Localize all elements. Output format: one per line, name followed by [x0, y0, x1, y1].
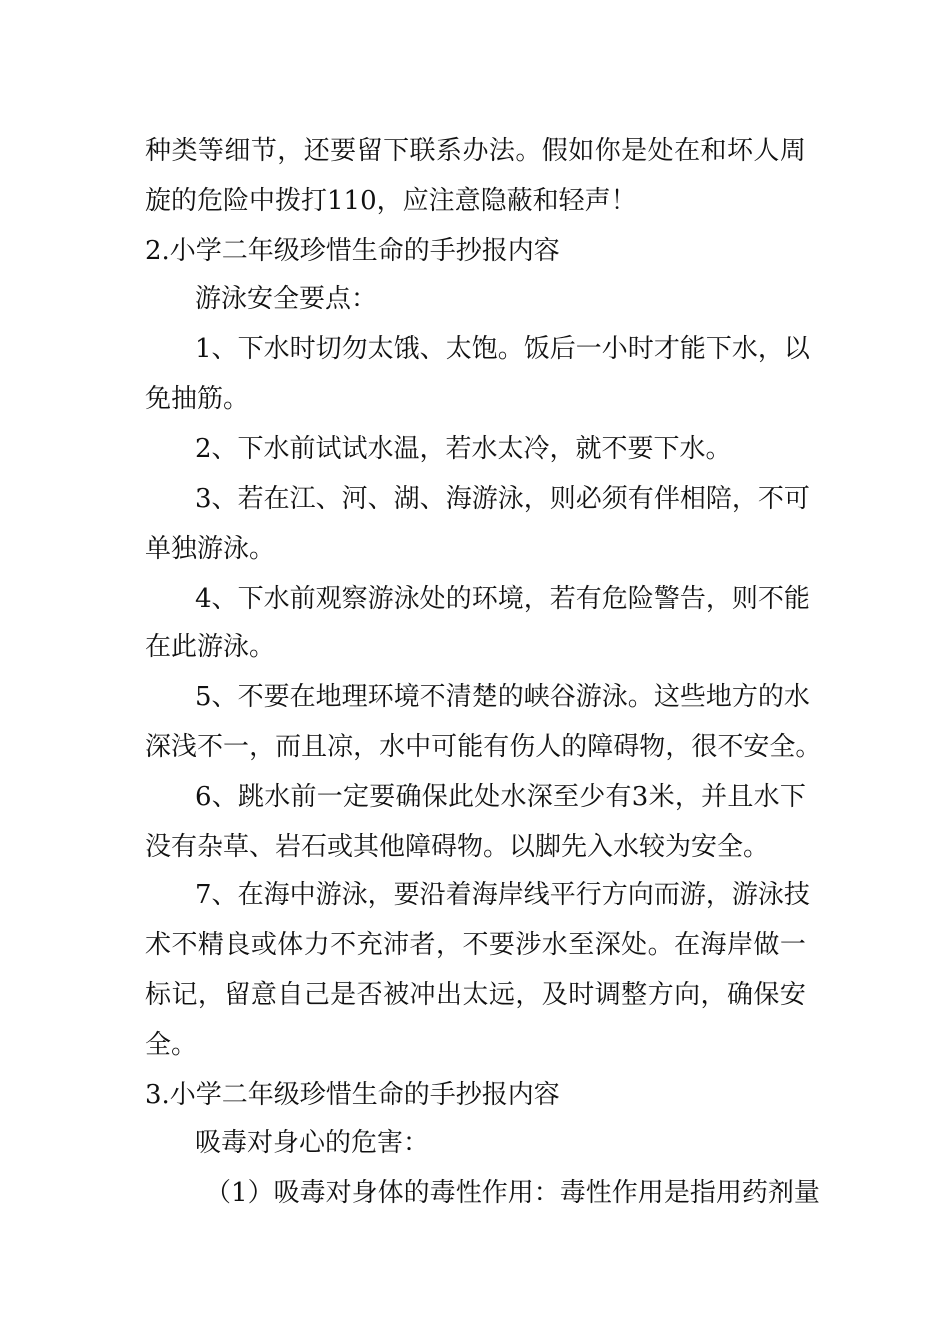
subsection-heading: 游泳安全要点：	[195, 284, 378, 314]
text-line: 3 、 若 在 江 、 河 、 湖 、 海 游 泳 ， 则 必 须 有 伴 相 陪 ， 不 可	[195, 484, 810, 514]
text-line: 深 浅 不 一 ， 而 且 凉 ， 水 中 可 能 有 伤 人 的 障 碍 物 ， 很 不 安 全 。	[145, 732, 822, 762]
text-line: 免抽筋。	[145, 384, 250, 414]
text-line: 旋的危险中拨打110，应注意隐蔽和轻声！	[145, 186, 637, 216]
text-line: （ 1 ） 吸 毒 对 身 体 的 毒 性 作 用 ： 毒 性 作 用 是 指 用 药 剂 量	[205, 1178, 820, 1208]
text-line: 7 、 在 海 中 游 泳 ， 要 沿 着 海 岸 线 平 行 方 向 而 游 ， 游 泳 技	[195, 880, 810, 910]
text-line: 标 记 ， 留 意 自 己 是 否 被 冲 出 太 远 ， 及 时 调 整 方 向 ， 确 保 安	[145, 980, 806, 1010]
text-line: 种 类 等 细 节 ， 还 要 留 下 联 系 办 法 。 假 如 你 是 处 在 和 坏 人 周	[145, 136, 806, 166]
text-line: 4 、 下 水 前 观 察 游 泳 处 的 环 境 ， 若 有 危 险 警 告 ， 则 不 能	[195, 584, 810, 614]
text-line: 全。	[145, 1030, 198, 1060]
section-heading: 2.小学二年级珍惜生命的手抄报内容	[145, 236, 560, 266]
text-line: 单独游泳。	[145, 534, 276, 564]
text-line: 1 、 下 水 时 切 勿 太 饿 、 太 饱 。 饭 后 一 小 时 才 能 下 水 ， 以	[195, 334, 810, 364]
text-line: 在此游泳。	[145, 632, 276, 662]
text-line: 术 不 精 良 或 体 力 不 充 沛 者 ， 不 要 涉 水 至 深 处 。 在 海 岸 做 一	[145, 930, 806, 960]
text-line: 6 、 跳 水 前 一 定 要 确 保 此 处 水 深 至 少 有 3 米 ， 并 且 水 下	[195, 782, 806, 812]
text-line: 没有杂草、岩石或其他障碍物。以脚先入水较为安全。	[145, 832, 770, 862]
subsection-heading: 吸毒对身心的危害：	[195, 1128, 430, 1158]
text-line: 2、下水前试试水温，若水太冷，就不要下水。	[195, 434, 732, 464]
text-line: 5 、 不 要 在 地 理 环 境 不 清 楚 的 峡 谷 游 泳 。 这 些 地 方 的 水	[195, 682, 810, 712]
section-heading: 3.小学二年级珍惜生命的手抄报内容	[145, 1080, 560, 1110]
